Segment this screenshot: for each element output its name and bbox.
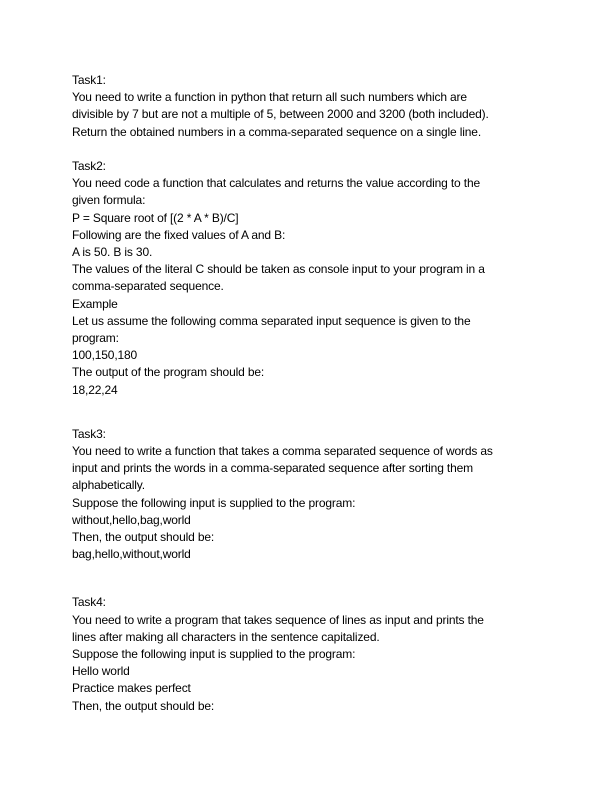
task-line: Suppose the following input is supplied to the program: xyxy=(72,647,356,662)
example-input: without,hello,bag,world xyxy=(72,512,191,527)
task-line: A is 50. B is 30. xyxy=(72,245,153,260)
task-2-section xyxy=(72,158,542,399)
task-line: You need code a function that calculates and returns the value according to the xyxy=(72,176,480,191)
task-line: Let us assume the following comma separated input sequence is given to the xyxy=(72,313,471,328)
task-title: Task4: xyxy=(72,595,106,610)
task-line: comma-separated sequence. xyxy=(72,279,224,294)
task-line: program: xyxy=(72,331,119,346)
task-line: Then, the output should be: xyxy=(72,530,215,545)
task-line: given formula: xyxy=(72,193,146,208)
task-line: Suppose the following input is supplied to the program: xyxy=(72,495,356,510)
task-line: Then, the output should be: xyxy=(72,698,215,713)
task-line: You need to write a program that takes sequence of lines as input and prints the xyxy=(72,612,484,627)
example-input: 100,150,180 xyxy=(72,348,138,363)
task-line: divisible by 7 but are not a multiple of 5, between 2000 and 3200 (both included). xyxy=(72,107,489,122)
task-title: Task3: xyxy=(72,426,106,441)
example-heading: Example xyxy=(72,296,118,311)
formula-line: P = Square root of [(2 * A * B)/C] xyxy=(72,210,239,225)
task-1-section xyxy=(72,72,542,141)
example-output: bag,hello,without,world xyxy=(72,547,191,562)
task-title: Task1: xyxy=(72,73,106,87)
task-4-section xyxy=(72,594,542,714)
task-line: You need to write a function that takes a comma separated sequence of words as xyxy=(72,444,493,459)
task-line: lines after making all characters in the sentence capitalized. xyxy=(72,629,380,644)
task-line: Return the obtained numbers in a comma-separated sequence on a single line. xyxy=(72,124,482,139)
task-line: The output of the program should be: xyxy=(72,365,265,380)
task-line: Following are the fixed values of A and B: xyxy=(72,227,286,242)
task-line: The values of the literal C should be taken as console input to your program in a xyxy=(72,262,485,277)
example-input: Hello world xyxy=(72,664,130,679)
example-output: 18,22,24 xyxy=(72,382,118,397)
task-line: You need to write a function in python that return all such numbers which are xyxy=(72,90,467,105)
task-line: alphabetically. xyxy=(72,478,145,493)
task-line: input and prints the words in a comma-separated sequence after sorting them xyxy=(72,461,473,476)
task-3-section xyxy=(72,426,542,564)
task-title: Task2: xyxy=(72,159,106,173)
example-input: Practice makes perfect xyxy=(72,681,191,696)
document-page xyxy=(72,72,542,715)
